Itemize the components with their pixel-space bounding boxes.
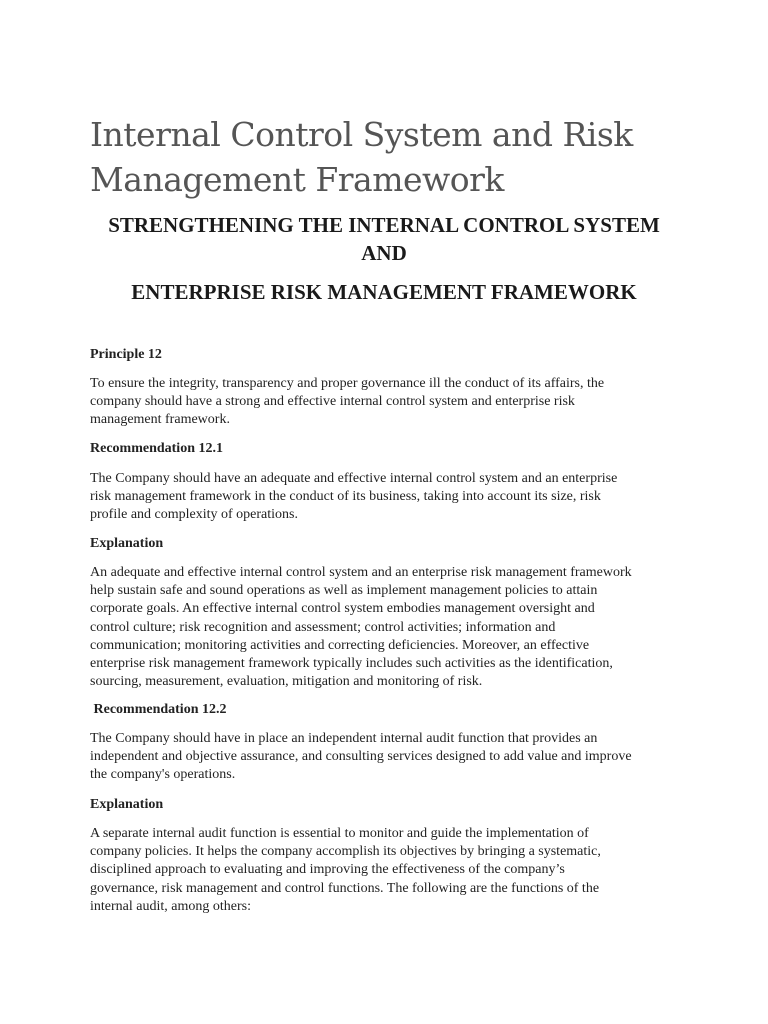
section-heading-recommendation-12-1: Recommendation 12.1 (90, 441, 223, 456)
subtitle-line-2: ENTERPRISE RISK MANAGEMENT FRAMEWORK (131, 280, 637, 304)
section-heading-recommendation-12-2: Recommendation 12.2 (90, 702, 227, 717)
section-text-recommendation-12-2: The Company should have in place an independent internal audit function that provides an independent and objective assurance, and consulting services designed to add value and improve the company's operations. (90, 731, 632, 783)
section-heading-explanation-1: Explanation (90, 536, 164, 551)
section-text-recommendation-12-1: The Company should have an adequate and effective internal control system and an enterprise risk management framework in the conduct of its business, taking into account its size, risk profile and complexity of operations. (90, 471, 618, 523)
section-heading-explanation-2: Explanation (90, 797, 164, 812)
section-text-explanation-2: A separate internal audit function is essential to monitor and guide the implementation of company policies. It helps the company accomplish its objectives by bringing a systematic, disciplined approach to evaluating and improving the effectiveness of the company’s governance, risk management and control functions. The following are the functions of the internal audit, among others: (90, 826, 601, 914)
section-text-explanation-1: An adequate and effective internal control system and an enterprise risk management framework help sustain safe and sound operations as well as implement management policies to attain corporate goals. An effective internal control system embodies management oversight and control culture; risk recognition and assessment; control activities; information and communication; monitoring activities and correcting deficiencies. Moreover, an effective enterprise risk management framework typically includes such activities as the identification, sourcing, measurement, evaluation, mitigation and monitoring of risk. (90, 565, 632, 690)
subtitle-line-1: STRENGTHENING THE INTERNAL CONTROL SYSTEM AND (108, 213, 660, 265)
section-text-principle-12: To ensure the integrity, transparency and proper governance ill the conduct of its affairs, the company should have a strong and effective internal control system and enterprise risk management framework. (90, 376, 605, 428)
document-title: Internal Control System and Risk Management Framework (90, 115, 633, 199)
section-heading-principle-12: Principle 12 (90, 347, 162, 362)
